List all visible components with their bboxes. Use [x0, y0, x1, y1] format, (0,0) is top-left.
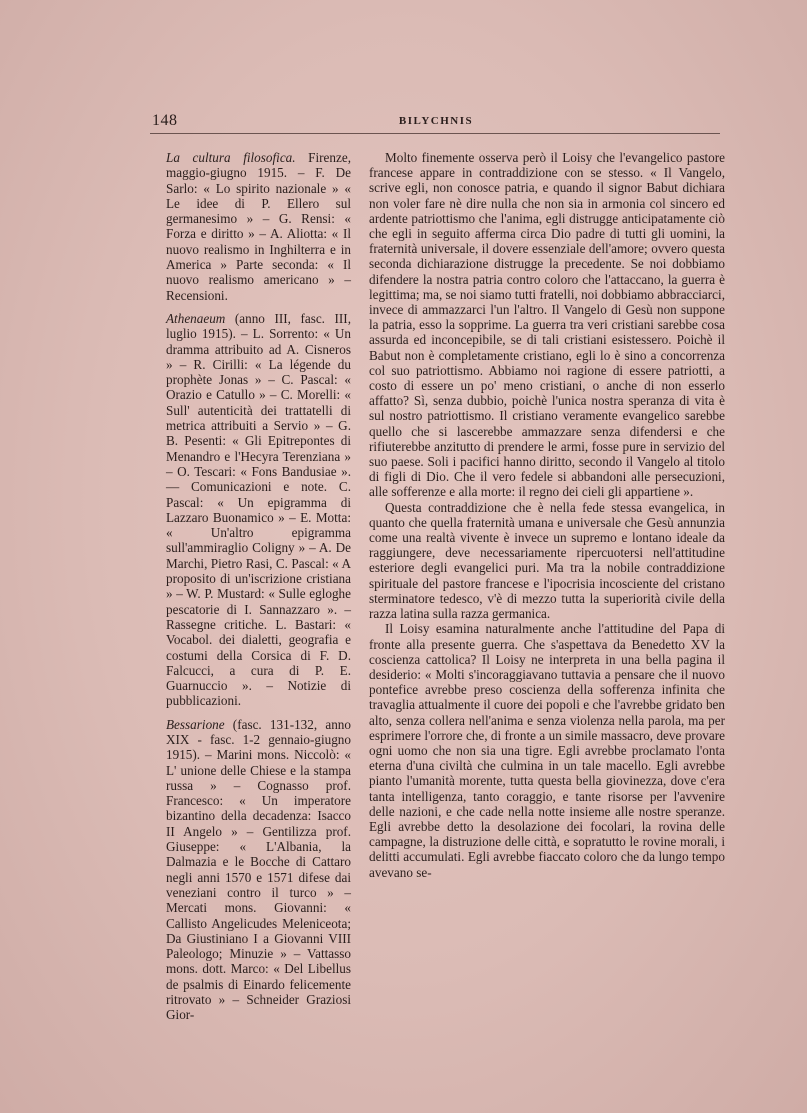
- body-paragraph: Questa contraddizione che è nella fede stessa evangelica, in quanto che quella fraternità umana e universale che Gesù annunzia come una realtà vivente è invece un supremo e lontano ideale da raggiungere, deve necessariamente ripercuotersi nell'attitudine esteriore degli evangelici puri. Ma tra la nobile contraddizione spirituale del pastore francese e l'ipocrisia incosciente del cristano sterminatore tedesco, v'è di mezzo tutta la superiorità civile della razza latina sulla razza germanica.: [369, 499, 725, 622]
- journal-title: La cultura filosofica.: [166, 150, 296, 165]
- journal-entry: [166, 150, 351, 303]
- journal-contents: (fasc. 131-132, anno XIX - fasc. 1-2 gennaio-giugno 1915). – Marini mons. Niccolò: « L' unione delle Chiese e la stampa russa » – Cognasso prof. Francesco: « Un imperatore bizantino della decadenza: Isacco II Angelo » – Gentilizza prof. Giuseppe: « L'Albania, la Dalmazia e le Bocche di Cattaro negli anni 1570 e 1571 difese dai veneziani contro il turco » – Mercati mons. Giovanni: « Callisto Angelicudes Meleniceota; Da Giustiniano I a Giovanni VIII Paleologo; Minuzie » – Vattasso mons. dott. Marco: « Del Libellus de psalmis di Einardo felicemente ritrovato » – Schneider Graziosi Gior-: [166, 716, 351, 1023]
- body-paragraph: Molto finemente osserva però il Loisy che l'evangelico pastore francese appare in contraddizione con se stesso. « Il Vangelo, scrive egli, non conosce patria, e quando il signor Babut dichiara non voler fare nè dire nulla che non sia in armonia col sincero ed ardente patriottismo che l'anima, egli distrugge anticipatamente ciò che egli in seguito afferma circa Dio padre di tutti gli uomini, la fraternità universale, il dovere essenziale dell'amore; ovvero questa seconda dichiarazione distrugge la precedente. Se noi dobbiamo difendere la nostra patria contro coloro che l'attaccano, la guerra è legittima; ma, se noi siamo tutti fratelli, noi dobbiamo abbracciarci, invece di ammazzarci l'un l'altro. Il Vangelo di Gesù non suppone la patria, esso la sopprime. La guerra tra veri cristiani sarebbe cosa assurda ed inconcepibile, se di tali cristiani esistessero. Poichè il Babut non è completamente cristiano, egli lo è sino a concorrenza col suo patriottismo. Abbiamo noi ragione di essere patriotti, a costo di essere un po' meno cristiani, o anche di non esserlo affatto? Sì, senza dubbio, poichè l'unica nostra speranza di vita è sul nostro patriottismo. Il cristiano veramente evangelico sarebbe quello che si lascerebbe ammazzare senza difendersi e che rifiuterebbe anzitutto di prendere le armi, fosse pure in servizio del suo paese. Soli i pacifici hanno diritto, secondo il Vangelo al titolo di figli di Dio. Che il vero fedele si abbandoni alle persecuzioni, alle sofferenze e alla morte: il regno dei cieli gli appartiene ».: [369, 150, 725, 500]
- journal-title: Bessarione: [166, 716, 225, 732]
- header-rule: [150, 133, 720, 134]
- journal-entry: [166, 717, 351, 1023]
- journal-contents: (anno III, fasc. III, luglio 1915). – L. Sorrento: « Un dramma attribuito ad A. Cisneros » – R. Cirilli: « La légende du prophète Jonas » – C. Pascal: « Orazio e Catullo » – C. Morelli: « Sull' autenticità dei trattatelli di metrica attribuiti a Servio » – G. B. Pesenti: « Gli Epitrepontes di Menandro e l'Hecyra Terenziana » – O. Tescari: « Fons Bandusiae ». — Comunicazioni e note. C. Pascal: « Un epigramma di Lazzaro Buonamico » – E. Motta: « Un'altro epigramma sull'ammiraglio Coligny » – A. De Marchi, Pietro Rasi, C. Pascal: « A proposito di un'iscrizione cristiana » – W. P. Mustard: « Sulle egloghe pescatorie di I. Sannazzaro ». – Rassegne critiche. L. Bastari: « Vocabol. dei dialetti, geografia e costumi della Corsica di F. D. Falcucci, a cura di P. E. Guarnuccio ». – Notizie di pubblicazioni.: [166, 310, 351, 709]
- running-head: BILYCHNIS: [398, 115, 474, 127]
- left-column: [166, 150, 351, 1031]
- body-paragraph: Il Loisy esamina naturalmente anche l'attitudine del Papa di fronte alla presente guerra. Che s'aspettava da Benedetto XV la coscienza cattolica? Il Loisy ne interpreta in una bella pagina il desiderio: « Molti s'incoraggiavano tuttavia a pensare che il nuovo pontefice avrebbe preso coscienza della sofferenza infinita che travaglia attualmente il cuore dei popoli e che l'avrebbe gridato ben alto, senza collera nell'anima e senza violenza nella parola, ma per esprimere l'orrore che, di fronte a un simile massacro, deve provare ogni uomo che non sia una tigre. Egli avrebbe proclamato l'onta eterna d'una civiltà che culmina in un tale macello. Egli avrebbe pianto l'umanità morente, tutta questa bella giovinezza, dove c'era tanta intelligenza, tanto coraggio, e tante risorse per l'avvenire delle nazioni, e che cade nella notte insieme alle nostre speranze. Egli avrebbe detto la desolazione dei focolari, la rovina delle campagne, la distruzione delle città, e sopratutto le rovine morali, i delitti accumulati. Egli avrebbe fiaccato coloro che da lungo tempo avevano se-: [369, 621, 725, 880]
- right-column: [369, 150, 725, 880]
- page-header: [152, 112, 720, 134]
- journal-entry: [166, 311, 351, 709]
- journal-contents: Firenze, maggio-giugno 1915. – F. De Sarlo: « Lo spirito nazionale » « Le idee di P. Ellero sul germanesimo » – G. Rensi: « Forza e diritto » – A. Aliotta: « Il nuovo realismo in Inghilterra e in America » Parte seconda: « Il nuovo realismo americano » – Recensioni.: [166, 150, 352, 303]
- page-number: 148: [152, 112, 178, 129]
- journal-title: Athenaeum: [166, 310, 226, 326]
